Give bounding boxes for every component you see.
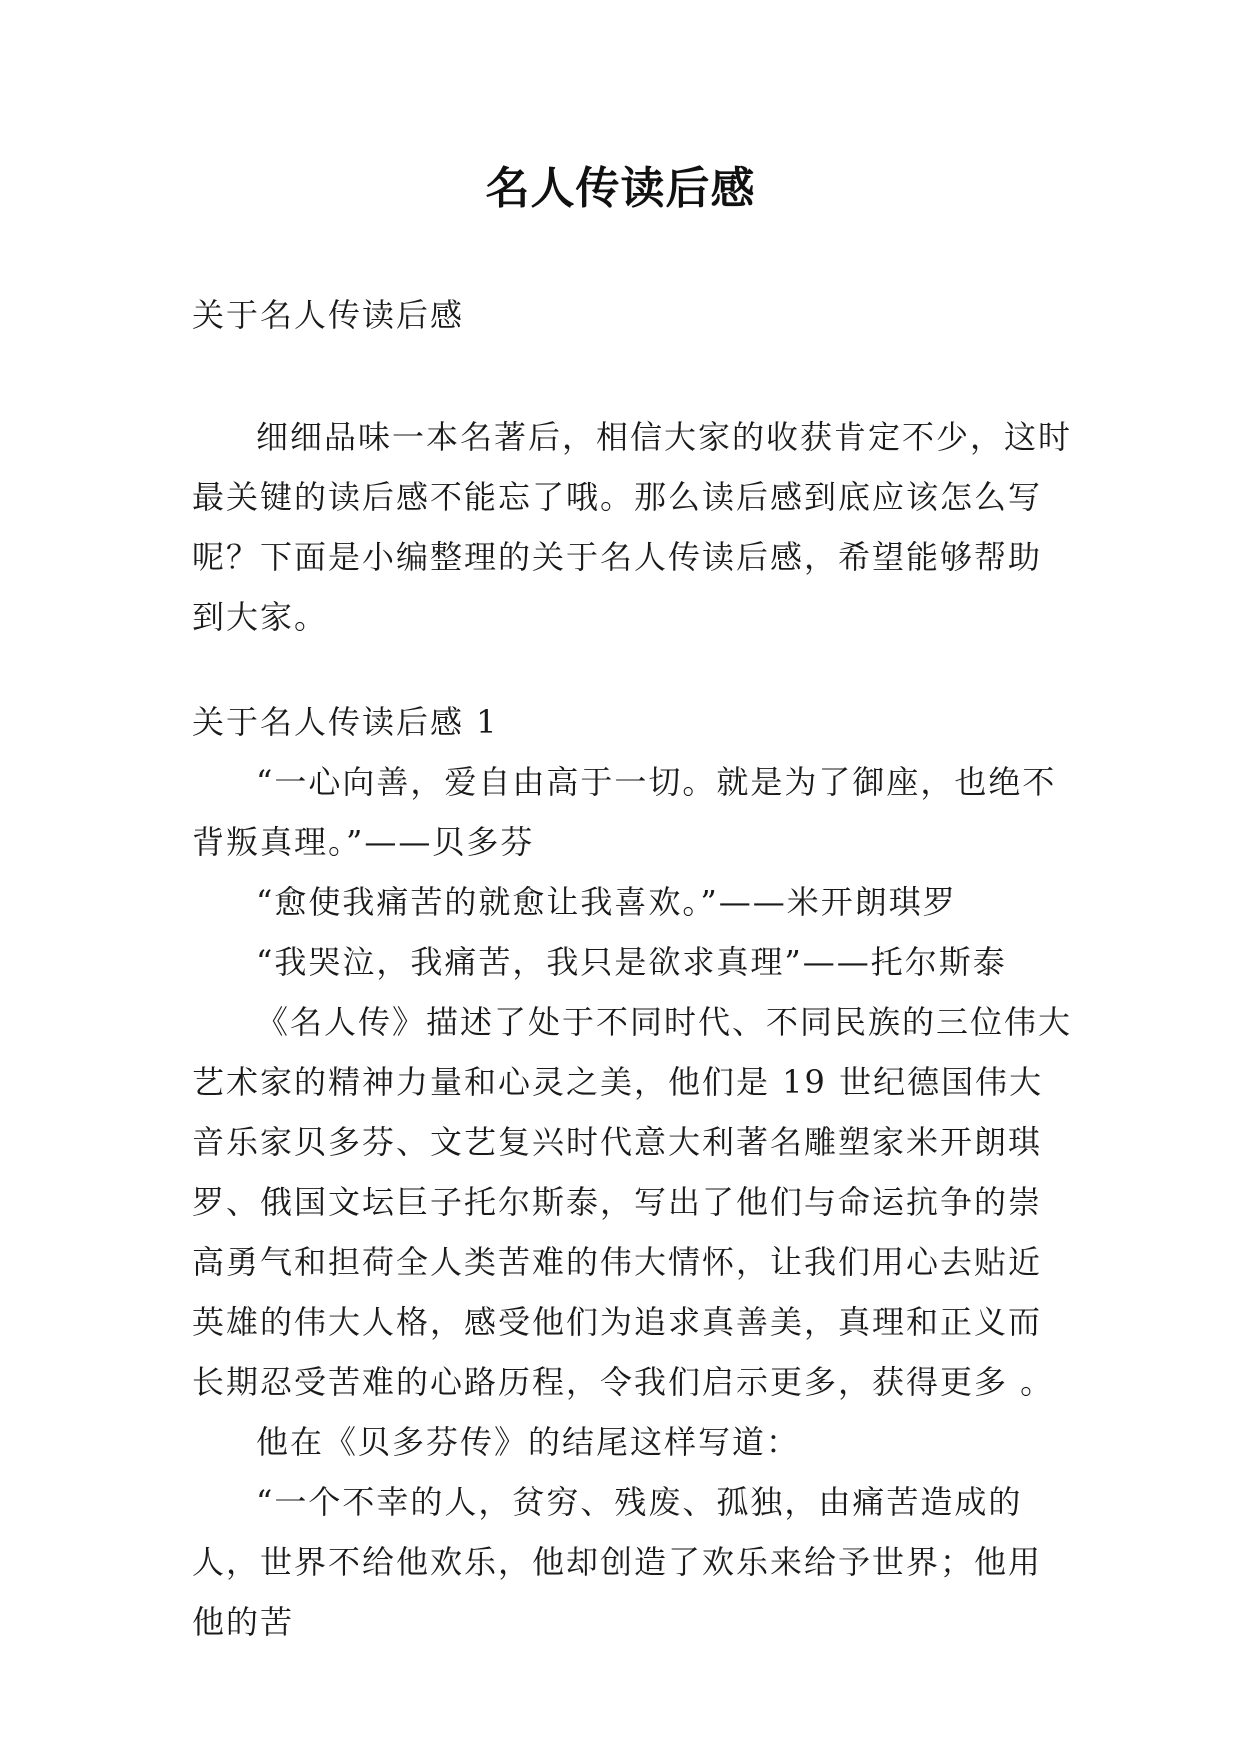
quote-tolstoy: “我哭泣，我痛苦，我只是欲求真理”——托尔斯泰 <box>256 943 1007 981</box>
body-paragraph-2: 他在《贝多芬传》的结尾这样写道： <box>256 1423 801 1461</box>
quote-beethoven-ending: “一个不幸的人，贫穷、残废、孤独，由痛苦造成的人，世界不给他欢乐，他却创造了欢乐来给予世界；他用他的苦 <box>192 1483 1043 1641</box>
intro-paragraph: 细细品味一本名著后，相信大家的收获肯定不少，这时最关键的读后感不能忘了哦。那么读后感到底应该怎么写呢？下面是小编整理的关于名人传读后感，希望能够帮助到大家。 <box>192 418 1073 636</box>
body-paragraph-1: 《名人传》描述了处于不同时代、不同民族的三位伟大艺术家的精神力量和心灵之美，他们是 19 世纪德国伟大音乐家贝多芬、文艺复兴时代意大利著名雕塑家米开朗琪罗、俄国文坛巨子托尔斯泰，写出了他们与命运抗争的崇高勇气和担荷全人类苦难的伟大情怀，让我们用心去贴近英雄的伟大人格，感受他们为追求真善美，真理和正义而长期忍受苦难的心路历程，令我们启示更多，获得更多 。 <box>192 1003 1073 1401</box>
section-heading: 关于名人传读后感 1 <box>192 703 499 741</box>
quote-michelangelo: “愈使我痛苦的就愈让我喜欢。”——米开朗琪罗 <box>256 883 957 921</box>
document-title: 名人传读后感 <box>485 163 756 214</box>
document-subtitle: 关于名人传读后感 <box>192 296 465 334</box>
quote-beethoven: “一心向善，爱自由高于一切。就是为了御座，也绝不背叛真理。”——贝多芬 <box>192 763 1057 861</box>
